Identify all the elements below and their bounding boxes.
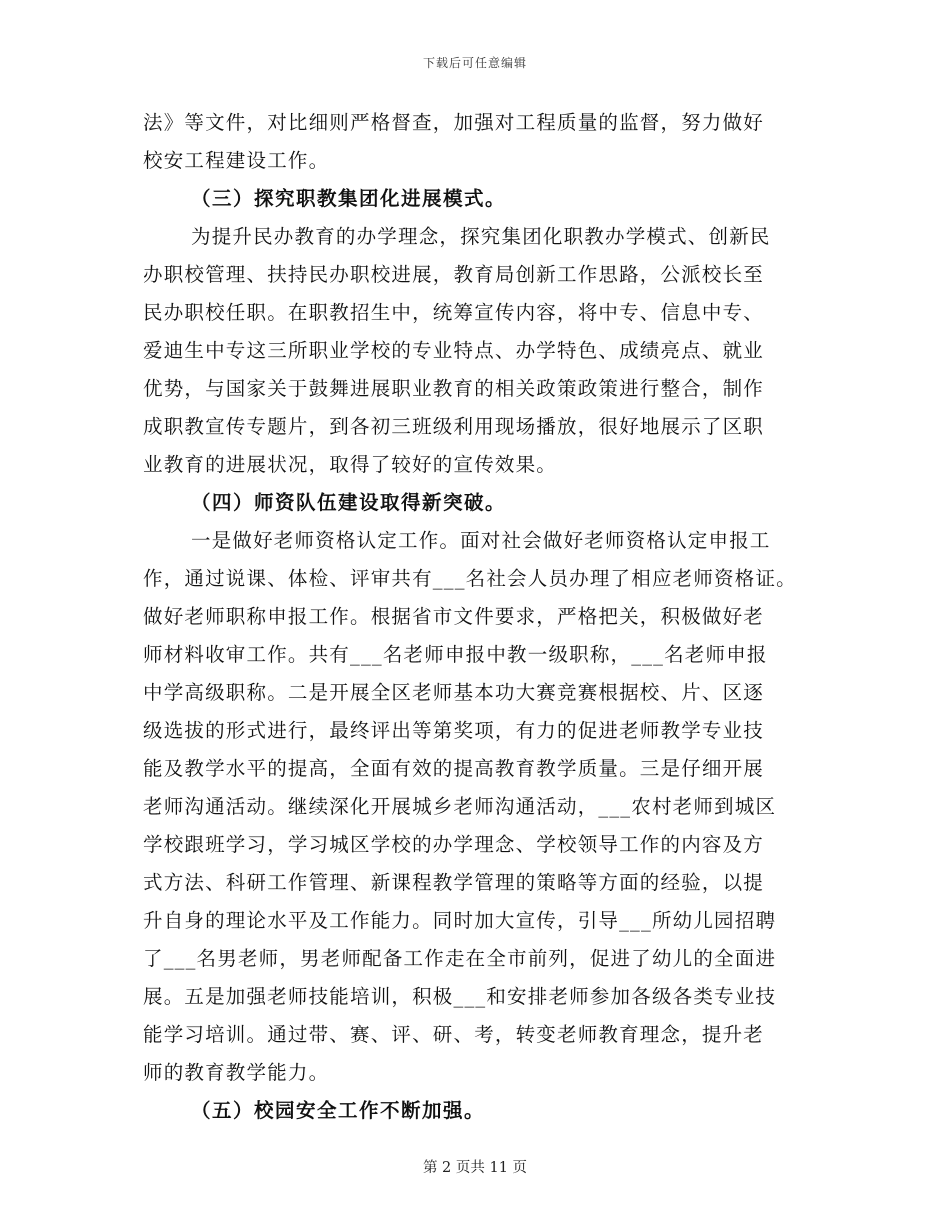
body-line: 做好老师职称申报工作。根据省市文件要求，严格把关，积极做好老: [143, 605, 765, 628]
body-line: 爱迪生中专这三所职业学校的专业特点、办学特色、成绩亮点、就业: [143, 339, 765, 362]
section-heading: （四）师资队伍建设取得新突破。: [191, 491, 507, 514]
section-heading: （五）校园安全工作不断加强。: [191, 1099, 486, 1122]
body-line: 业教育的进展状况，取得了较好的宣传效果。: [143, 453, 558, 476]
body-line: 成职教宣传专题片，到各初三班级利用现场播放，很好地展示了区职: [143, 415, 765, 438]
body-line: 民办职校任职。在职教招生中，统筹宣传内容，将中专、信息中专、: [143, 301, 765, 324]
body-line: 展。五是加强老师技能培训，积极___和安排老师参加各级各类专业技: [143, 985, 777, 1008]
body-line: 式方法、科研工作管理、新课程教学管理的策略等方面的经验，以提: [143, 871, 765, 894]
body-line: 师材料收审工作。共有___名老师申报中教一级职称，___名老师申报: [143, 643, 768, 666]
body-line: 老师沟通活动。继续深化开展城乡老师沟通活动，___农村老师到城区: [143, 795, 777, 818]
body-line: 校安工程建设工作。: [143, 149, 330, 172]
body-line: 能学习培训。通过带、赛、评、研、考，转变老师教育理念，提升老: [143, 1023, 765, 1046]
body-line: 能及教学水平的提高，全面有效的提高教育教学质量。三是仔细开展: [143, 757, 765, 780]
body-line: 法》等文件，对比细则严格督查，加强对工程质量的监督，努力做好: [143, 111, 765, 134]
page-header: 下载后可任意编辑: [422, 56, 527, 70]
body-line: 作，通过说课、体检、评审共有___名社会人员办理了相应老师资格证。: [143, 567, 797, 590]
body-line: 中学高级职称。二是开展全区老师基本功大赛竞赛根据校、片、区逐: [143, 681, 765, 704]
document-body: [143, 104, 808, 1130]
section-heading: （三）探究职教集团化进展模式。: [191, 187, 507, 210]
body-line: 升自身的理论水平及工作能力。同时加大宣传，引导___所幼儿园招聘: [143, 909, 777, 932]
body-line: 了___名男老师，男老师配备工作走在全市前列，促进了幼儿的全面进: [143, 947, 777, 970]
body-line: 师的教育教学能力。: [143, 1061, 330, 1084]
paragraph-first-line: 一是做好老师资格认定工作。面对社会做好老师资格认定申报工: [191, 529, 771, 552]
body-line: 学校跟班学习，学习城区学校的办学理念、学校领导工作的内容及方: [143, 833, 765, 856]
paragraph-first-line: 为提升民办教育的办学理念，探究集团化职教办学模式、创新民: [191, 225, 771, 248]
body-line: 办职校管理、扶持民办职校进展，教育局创新工作思路，公派校长至: [143, 263, 765, 286]
body-line: 级选拔的形式进行，最终评出等第奖项，有力的促进老师教学专业技: [143, 719, 765, 742]
page-number-footer: 第 2 页共 11 页: [422, 1160, 528, 1176]
body-line: 优势，与国家关于鼓舞进展职业教育的相关政策政策进行整合，制作: [143, 377, 765, 400]
